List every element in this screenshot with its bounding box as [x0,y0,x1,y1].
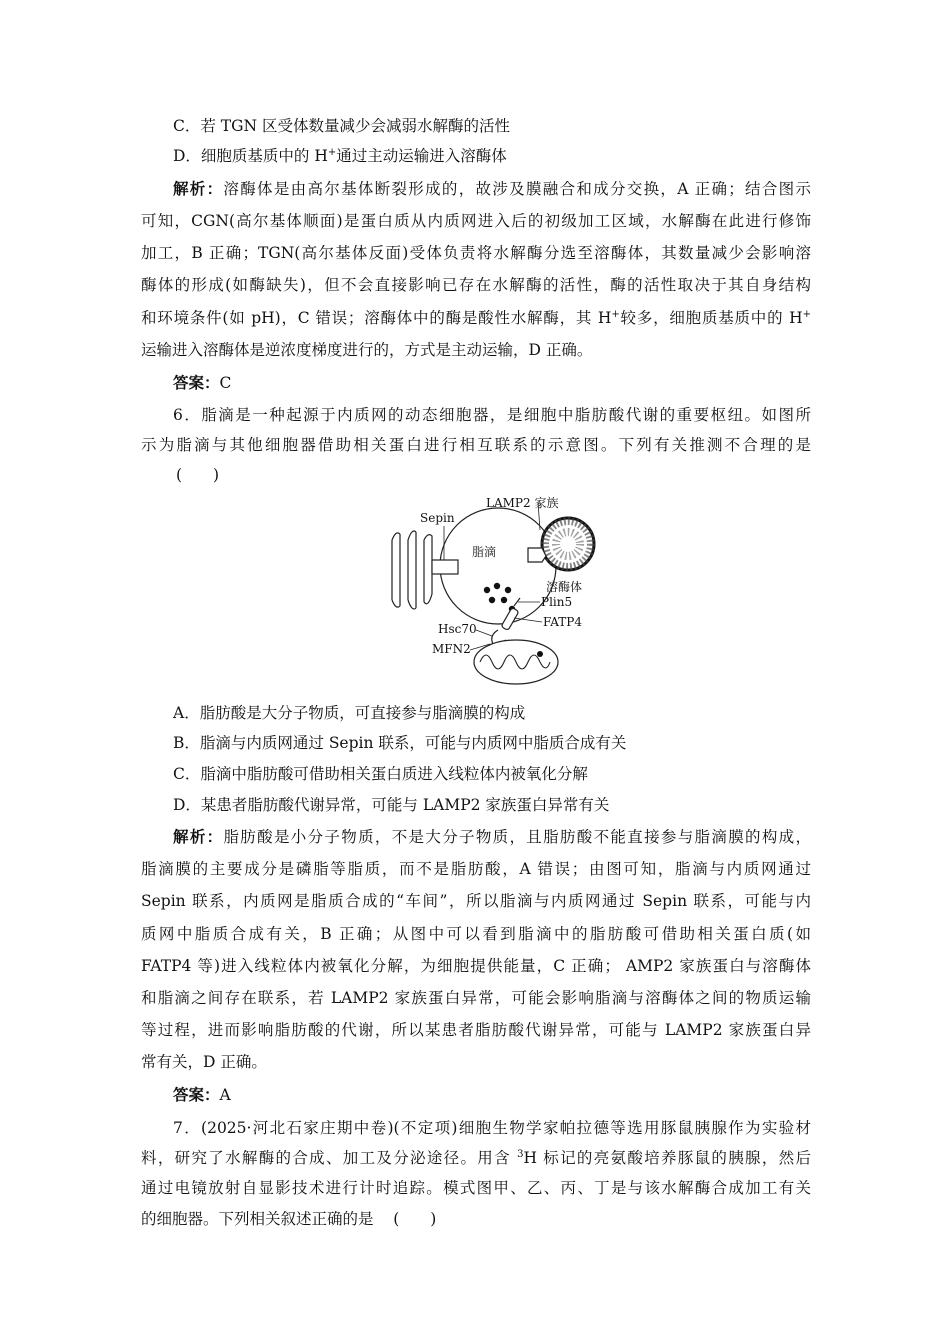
q6-analysis-line: 和脂滴之间存在联系，若 LAMP2 家族蛋白异常，可能会影响脂滴与溶酶体之间的物质运输 [141,989,811,1007]
hsc70-label: Hsc70 [438,622,477,636]
q6-analysis-line: 质网中脂质合成有关，B 正确；从图中可以看到脂滴中的脂肪酸可借助相关蛋白质(如 [141,925,811,943]
q5-answer: 答案：C [173,373,232,392]
er-shape [392,531,432,609]
q7-answer-paren: ( ) [393,1210,437,1228]
q5-option-d: D．细胞质基质中的 H+通过主动运输进入溶酶体 [173,147,507,165]
q6-answer: 答案：A [173,1085,231,1104]
q6-option-c: C．脂滴中脂肪酸可借助相关蛋白质进入线粒体内被氧化分解 [173,765,588,783]
q6-answer-paren: ( ) [176,466,220,484]
lamp2-label: LAMP2 家族 [486,496,559,510]
q6-analysis-line: FATP4 等)进入线粒体内被氧化分解，为细胞提供能量，C 正确； AMP2 家族蛋白与溶酶体 [141,957,811,975]
q6-option-d: D．某患者脂肪酸代谢异常，可能与 LAMP2 家族蛋白异常有关 [173,796,610,814]
q5-analysis-line: 解析：溶酶体是由高尔基体断裂形成的，故涉及膜融合和成分交换，A 正确；结合图示 [173,179,811,198]
q7-stem-line: 通过电镜放射自显影技术进行计时追踪。模式图甲、乙、丙、丁是与该水解酶合成加工有关 [141,1179,811,1197]
q5-option-c: C．若 TGN 区受体数量减少会减弱水解酶的活性 [173,117,510,135]
q6-analysis-line: 脂滴膜的主要成分是磷脂等脂质，而不是脂肪酸，A 错误；由图可知，脂滴与内质网通过 [141,860,811,878]
q5-analysis-line: 酶体的形成(如酶缺失)，但不会直接影响已存在水解酶的活性，酶的活性取决于其自身结构 [141,276,811,294]
q7-stem-line: 7．(2025·河北石家庄期中卷)(不定项)细胞生物学家帕拉德等选用豚鼠胰腺作为实验材 [173,1119,811,1137]
q6-option-b: B．脂滴与内质网通过 Sepin 联系，可能与内质网中脂质合成有关 [173,734,627,752]
lipid-droplet-label: 脂滴 [472,545,497,559]
sepin-label: Sepin [420,511,455,525]
fatp4-label: FATP4 [543,615,583,629]
q6-analysis-line: Sepin 联系，内质网是脂质合成的“车间”，所以脂滴与内质网通过 Sepin 联系，可能与内 [141,892,811,910]
q7-stem-line: 的细胞器。下列相关叙述正确的是 ( ) [141,1210,437,1228]
mitochondrion-dot [537,651,543,657]
q7-stem-line: 料，研究了水解酶的合成、加工及分泌途径。用含 $^3$H 标记的亮氨酸培养豚鼠的胰腺，然后 [141,1149,811,1167]
q5-analysis-line: 可知，CGN(高尔基体顺面)是蛋白质从内质网进入后的初级加工区域，水解酶在此进行修饰 [141,212,811,230]
lysosome-label: 溶酶体 [546,580,583,594]
sepin-protein [432,560,458,574]
lamp2-protein [528,548,546,562]
q6-stem-line: 示为脂滴与其他细胞器借助相关蛋白进行相互联系的示意图。下列有关推测不合理的是 [141,436,811,454]
plin5-label: Plin5 [541,595,573,609]
q6-option-a: A．脂肪酸是大分子物质，可直接参与脂滴膜的构成 [173,704,526,722]
mfn2-label: MFN2 [432,642,471,656]
q5-analysis-line: 和环境条件(如 pH)，C 错误；溶酶体中的酶是酸性水解酶，其 H+较多，细胞质基质中的 H+ [141,309,811,327]
lipid-droplet-diagram [380,490,620,690]
q6-analysis-line: 解析：脂肪酸是小分子物质，不是大分子物质，且脂肪酸不能直接参与脂滴膜的构成， [173,827,811,846]
q5-analysis-line: 运输进入溶酶体是逆浓度梯度进行的，方式是主动运输，D 正确。 [141,341,593,359]
q6-analysis-line: 常有关，D 正确。 [141,1053,267,1071]
q6-stem-line: 6．脂滴是一种起源于内质网的动态细胞器，是细胞中脂肪酸代谢的重要枢纽。如图所 [173,406,811,424]
q5-analysis-line: 加工，B 正确；TGN(高尔基体反面)受体负责将水解酶分选至溶酶体，其数量减少会影响溶 [141,244,811,262]
q6-analysis-line: 等过程，进而影响脂肪酸的代谢，所以某患者脂肪酸代谢异常，可能与 LAMP2 家族蛋白异 [141,1021,811,1039]
